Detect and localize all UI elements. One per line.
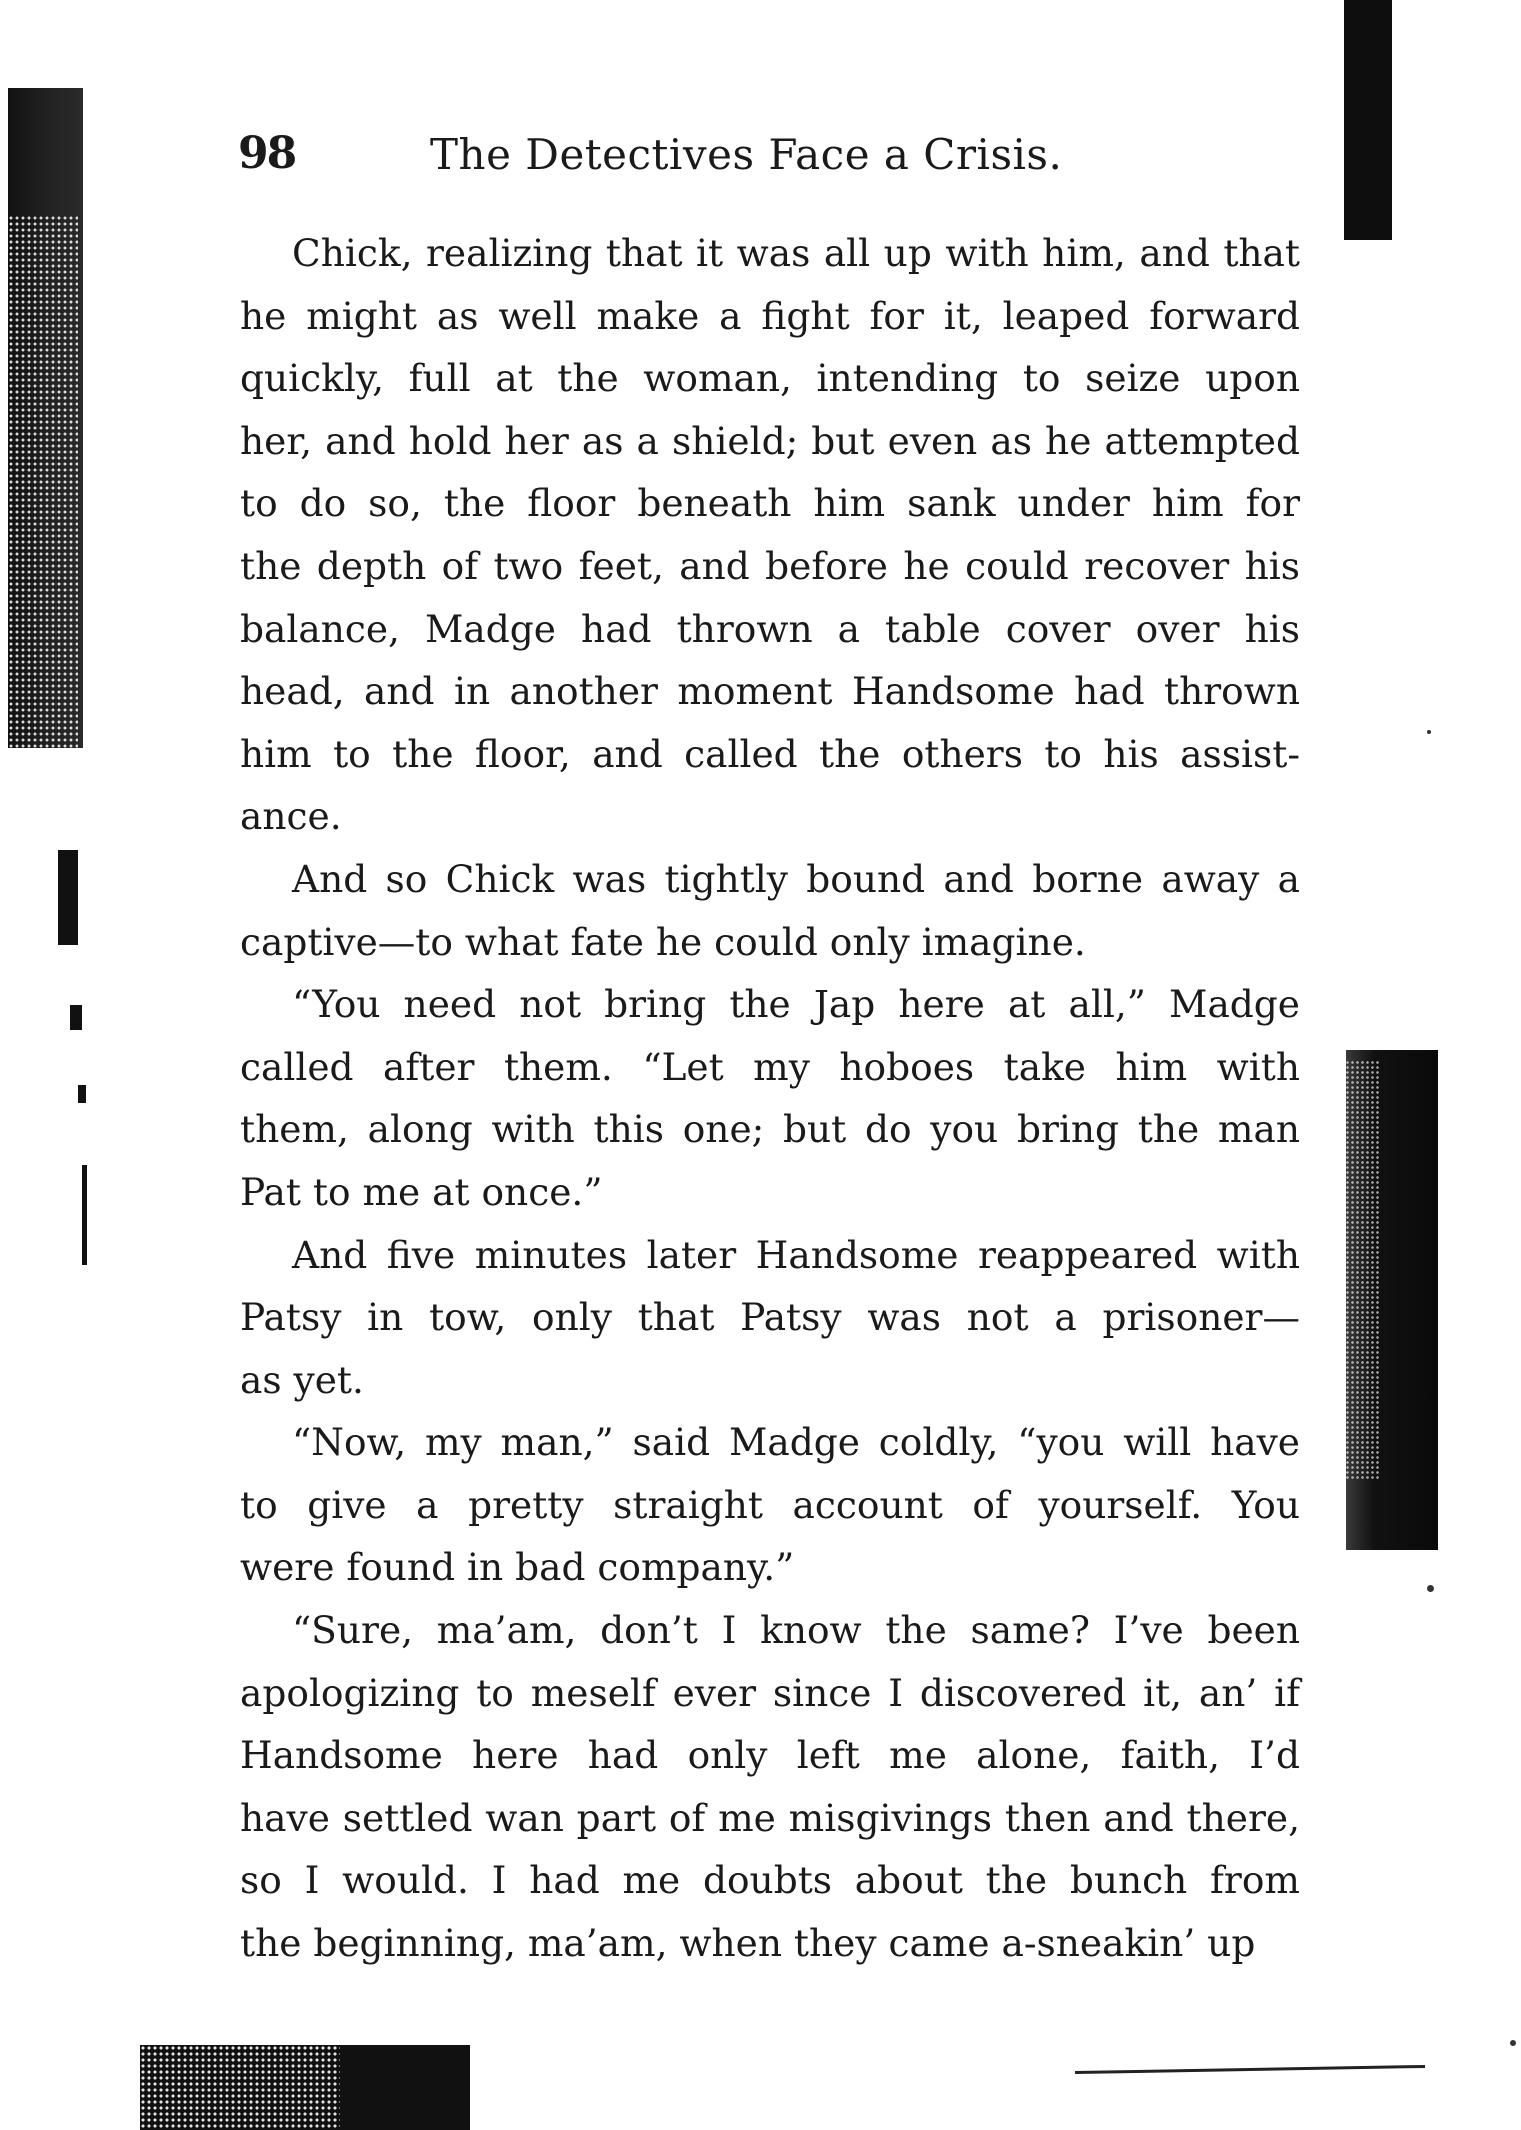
scan-mark bbox=[70, 1005, 82, 1030]
text-line: the depth of two feet, and before he could recover his bbox=[240, 543, 1300, 588]
scan-mark bbox=[82, 1165, 87, 1265]
scan-halftone-right bbox=[1340, 1060, 1380, 1480]
scan-speck bbox=[1427, 730, 1431, 734]
text-line: quickly, full at the woman, intending to seize upon bbox=[240, 356, 1300, 401]
text-line: And five minutes later Handsome reappeared with bbox=[292, 1232, 1300, 1277]
text-line: head, and in another moment Handsome had thrown bbox=[240, 669, 1300, 714]
text-line: so I would. I had me doubts about the bunch from bbox=[240, 1858, 1300, 1903]
page-body bbox=[240, 222, 1300, 1975]
text-line: Patsy in tow, only that Patsy was not a prisoner— bbox=[240, 1295, 1300, 1340]
text-line: balance, Madge had thrown a table cover over his bbox=[240, 606, 1300, 651]
paragraph bbox=[240, 973, 1300, 1223]
text-line: “Sure, ma’am, don’t I know the same? I’ve been bbox=[292, 1608, 1300, 1653]
text-line: Pat to me at once.” bbox=[240, 1169, 603, 1214]
scan-halftone-bottom bbox=[140, 2045, 340, 2130]
scan-halftone-left bbox=[8, 215, 78, 755]
scan-speck bbox=[1510, 2040, 1516, 2046]
scan-mark bbox=[78, 1085, 86, 1103]
text-line: captive—to what fate he could only imagine. bbox=[240, 919, 1086, 964]
text-line: the beginning, ma’am, when they came a-sneakin’ up bbox=[240, 1921, 1256, 1966]
text-line: Chick, realizing that it was all up with him, and that bbox=[292, 231, 1300, 275]
text-line: called after them. “Let my hoboes take him with bbox=[240, 1044, 1300, 1089]
scan-speck bbox=[1427, 1585, 1434, 1592]
text-line: as yet. bbox=[240, 1357, 364, 1402]
text-line: him to the floor, and called the others to his assist- bbox=[240, 731, 1300, 776]
text-line: And so Chick was tightly bound and borne away a bbox=[292, 856, 1300, 901]
running-title: The Detectives Face a Crisis. bbox=[430, 130, 1063, 179]
text-line: apologizing to meself ever since I discovered it, an’ if bbox=[240, 1670, 1300, 1715]
paragraph bbox=[240, 222, 1300, 848]
paragraph bbox=[240, 1411, 1300, 1599]
text-line: them, along with this one; but do you bring the man bbox=[240, 1107, 1300, 1152]
text-line: ance. bbox=[240, 794, 342, 839]
paragraph bbox=[240, 848, 1300, 973]
paragraph bbox=[240, 1599, 1300, 1975]
text-line: were found in bad company.” bbox=[240, 1545, 795, 1590]
text-line: her, and hold her as a shield; but even as he attempted bbox=[240, 418, 1300, 463]
page-number: 98 bbox=[238, 128, 296, 179]
text-line: Handsome here had only left me alone, faith, I’d bbox=[240, 1733, 1300, 1778]
text-line: he might as well make a fight for it, leaped forward bbox=[240, 293, 1300, 338]
text-line: have settled wan part of me misgivings then and there, bbox=[240, 1795, 1300, 1840]
text-line: to do so, the floor beneath him sank under him for bbox=[240, 481, 1300, 526]
scan-mark bbox=[58, 850, 78, 945]
paragraph bbox=[240, 1224, 1300, 1412]
scan-shadow-right-top bbox=[1344, 0, 1392, 240]
scan-rule bbox=[1075, 2065, 1425, 2074]
text-line: “You need not bring the Jap here at all,” Madge bbox=[292, 982, 1300, 1027]
text-line: “Now, my man,” said Madge coldly, “you will have bbox=[292, 1420, 1300, 1465]
text-line: to give a pretty straight account of yourself. You bbox=[240, 1482, 1300, 1527]
